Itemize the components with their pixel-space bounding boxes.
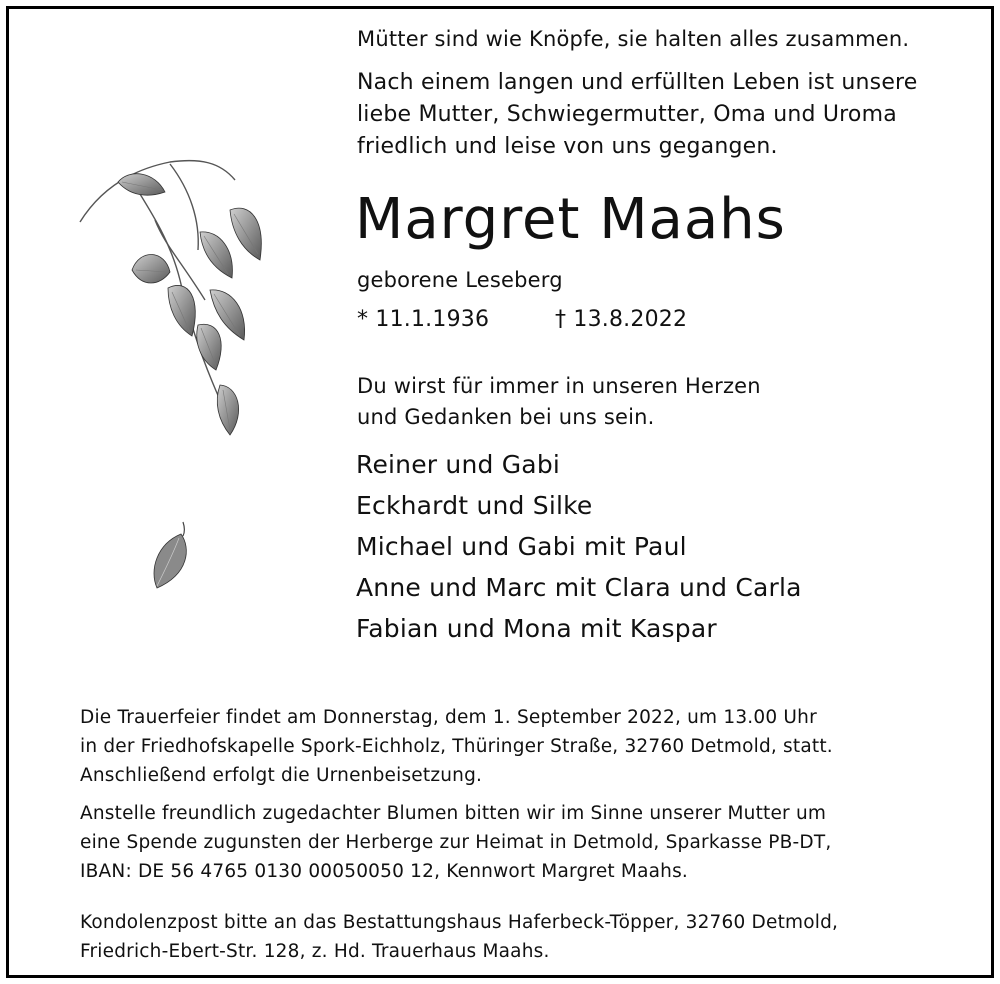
maiden-name: geborene Leseberg — [357, 268, 563, 292]
quote-line-2: und Gedanken bei uns sein. — [357, 405, 655, 429]
quote-line-1: Du wirst für immer in unseren Herzen — [357, 374, 761, 398]
birch-branch-illustration — [70, 150, 280, 450]
motto-text: Mütter sind wie Knöpfe, sie halten alles zusammen. — [357, 27, 910, 51]
deceased-name: Margret Maahs — [355, 187, 786, 252]
intro-line-3: friedlich und leise von uns gegangen. — [357, 134, 778, 159]
funeral-line-1: Die Trauerfeier findet am Donnerstag, dem 1. September 2022, um 13.00 Uhr — [80, 707, 817, 728]
mourner-2: Eckhardt und Silke — [356, 491, 593, 520]
donation-line-3: IBAN: DE 56 4765 0130 00050050 12, Kennwort Margret Maahs. — [80, 861, 689, 882]
donation-line-2: eine Spende zugunsten der Herberge zur Heimat in Detmold, Sparkasse PB-DT, — [80, 832, 832, 853]
mourner-1: Reiner und Gabi — [356, 450, 561, 479]
mourner-5: Fabian und Mona mit Kaspar — [356, 614, 717, 643]
birth-date: * 11.1.1936 — [357, 307, 490, 332]
falling-leaf-illustration — [145, 518, 195, 593]
intro-line-2: liebe Mutter, Schwiegermutter, Oma und Uroma — [357, 102, 897, 127]
donation-line-1: Anstelle freundlich zugedachter Blumen bitten wir im Sinne unserer Mutter um — [80, 803, 827, 824]
funeral-line-3: Anschließend erfolgt die Urnenbeisetzung. — [80, 765, 483, 786]
death-date: † 13.8.2022 — [555, 307, 688, 332]
condolence-line-1: Kondolenzpost bitte an das Bestattungshaus Haferbeck-Töpper, 32760 Detmold, — [80, 912, 839, 933]
mourner-4: Anne und Marc mit Clara und Carla — [356, 573, 802, 602]
condolence-line-2: Friedrich-Ebert-Str. 128, z. Hd. Trauerhaus Maahs. — [80, 941, 550, 962]
funeral-line-2: in der Friedhofskapelle Spork-Eichholz, Thüringer Straße, 32760 Detmold, statt. — [80, 736, 833, 757]
intro-line-1: Nach einem langen und erfüllten Leben ist unsere — [357, 70, 918, 95]
mourner-3: Michael und Gabi mit Paul — [356, 532, 687, 561]
